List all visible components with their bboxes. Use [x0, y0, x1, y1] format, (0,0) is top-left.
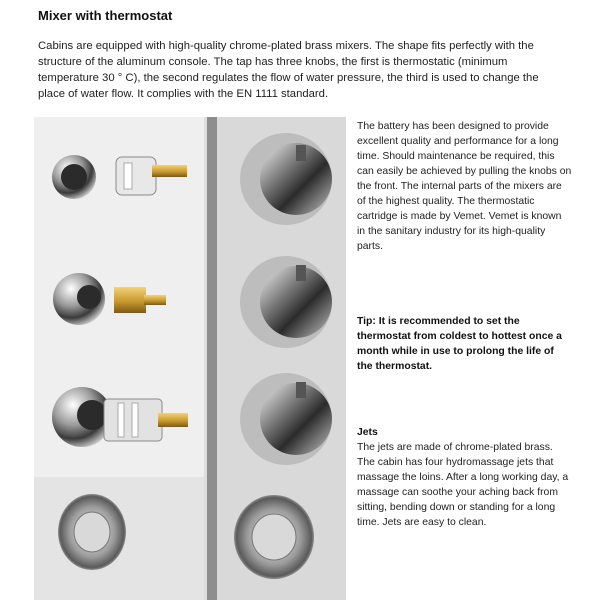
mixer-ring-2 [53, 273, 105, 325]
mixer-ring-1 [52, 155, 96, 199]
intro-paragraph: Cabins are equipped with high-quality chrome-plated brass mixers. The shape fits perfectly with the structure of the aluminum console. The tap has three knobs, the first is thermostatic (minimum temperature 30 ° C), the second regulates the flow of water pressure, the third is used to change the place of water flow. It complies with the EN 1111 standard. [38, 40, 539, 100]
knob-thermostat [240, 133, 332, 225]
jets-heading: Jets [357, 427, 378, 438]
jet-1 [58, 494, 126, 570]
tip-paragraph: Tip: It is recommended to set the thermostat from coldest to hottest once a month while in use to prolong the life of the thermostat. [357, 316, 562, 372]
page-title: Mixer with thermostat [38, 8, 173, 23]
jet-2 [234, 495, 314, 579]
battery-paragraph: The battery has been designed to provide excellent quality and performance for a long time. Should maintenance be required, this can easily be achieved by pulling the knobs on the front. The internal parts of the mixers are of the highest quality. The thermostatic cartridge is made by Vemet. Vemet is known in the sanitary industry for its high-quality parts. [357, 121, 572, 252]
mixer-photo [34, 117, 346, 600]
knob-pressure [240, 256, 332, 348]
knob-diverter [240, 373, 332, 465]
mixer-ring-3 [52, 387, 112, 447]
jets-paragraph: The jets are made of chrome-plated brass. The cabin has four hydromassage jets that massage the loins. After a long working day, a massage can soothe your aching back from sitting, bending down or standing for a long time. Jets are easy to clean. [357, 442, 569, 528]
